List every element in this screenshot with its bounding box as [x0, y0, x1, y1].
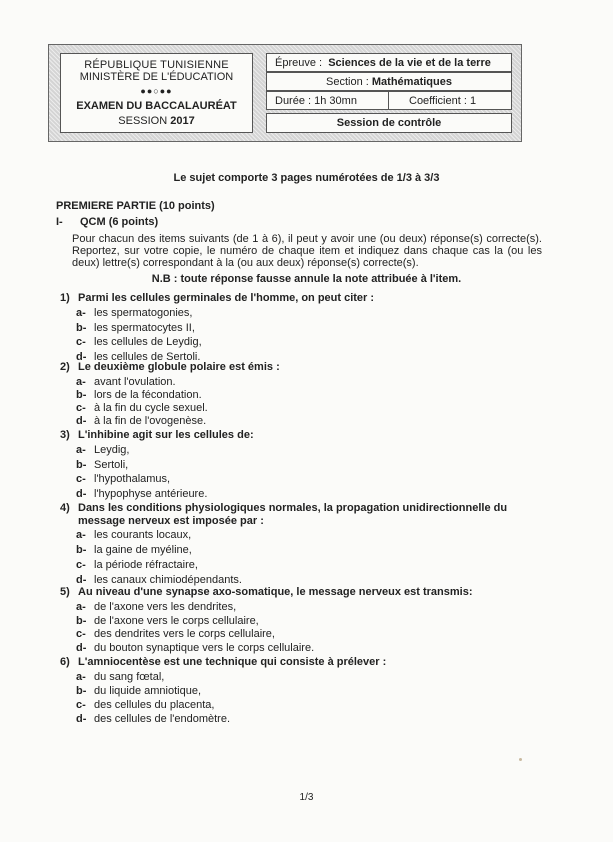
dots-ornament: ●●○●● — [140, 86, 173, 96]
question-number: 1) — [60, 292, 70, 304]
page-number: 1/3 — [299, 792, 314, 803]
option-letter: d- — [76, 713, 87, 725]
option-text: lors de la fécondation. — [94, 389, 202, 401]
option-letter: d- — [76, 350, 87, 363]
option-letter: d- — [76, 487, 87, 500]
option-letter: b- — [76, 389, 87, 401]
option-letter: c- — [76, 559, 86, 571]
question-text: Au niveau d'une synapse axo-somatique, le message nerveux est transmis: — [78, 586, 473, 598]
option-letter: a- — [76, 671, 86, 683]
option-2-a — [76, 376, 176, 388]
coefficient: Coefficient : 1 — [409, 95, 477, 107]
option-text: du bouton synaptique vers le corps cellulaire. — [94, 641, 315, 654]
option-text: les cellules de Leydig, — [94, 336, 202, 348]
nb-note: N.B : toute réponse fausse annule la note attribuée à l'item. — [151, 273, 462, 285]
option-6-a — [76, 671, 164, 683]
option-text: les spermatogonies, — [94, 307, 193, 319]
option-4-d — [76, 574, 242, 586]
option-5-a — [76, 601, 236, 613]
ministry-name: MINISTÈRE DE L'ÉDUCATION — [79, 71, 234, 83]
question-number: 5) — [60, 586, 70, 598]
option-letter: d- — [76, 574, 87, 586]
option-4-b — [76, 544, 192, 556]
option-3-c — [76, 473, 170, 485]
page-count-note: Le sujet comporte 3 pages numérotées de 1/3 à 3/3 — [173, 172, 440, 184]
option-5-b — [76, 615, 259, 627]
option-text: de l'axone vers les dendrites, — [94, 601, 237, 613]
option-6-b — [76, 685, 201, 697]
option-letter: a- — [76, 601, 86, 613]
question-text: Le deuxième globule polaire est émis : — [78, 361, 280, 373]
section-box — [266, 72, 512, 91]
question-text: L'amniocentèse est une technique qui consiste à prélever : — [78, 656, 387, 668]
option-6-c — [76, 699, 214, 711]
option-letter: c- — [76, 628, 86, 640]
scan-speck — [519, 758, 522, 761]
duration-box — [266, 91, 512, 110]
option-letter: c- — [76, 473, 86, 485]
question-text: L'inhibine agit sur les cellules de: — [78, 429, 254, 441]
option-text: les canaux chimiodépendants. — [94, 574, 242, 586]
option-1-b — [76, 322, 195, 334]
option-letter: b- — [76, 685, 87, 697]
option-text: Sertoli, — [94, 458, 129, 471]
republic-name: RÉPUBLIQUE TUNISIENNE — [84, 59, 229, 71]
divider — [388, 92, 389, 109]
question-6 — [60, 656, 550, 669]
session-type: Session de contrôle — [336, 117, 442, 129]
section: Section : Mathématiques — [326, 76, 452, 88]
option-letter: d- — [76, 641, 87, 654]
option-text: les courants locaux, — [94, 529, 192, 541]
option-2-b — [76, 389, 202, 401]
question-number: 2) — [60, 361, 70, 373]
option-letter: b- — [76, 321, 87, 334]
question-2 — [60, 361, 550, 374]
session-year: SESSION 2017 — [118, 115, 195, 127]
option-5-c — [76, 628, 275, 640]
option-letter: b- — [76, 458, 87, 471]
option-text: à la fin du cycle sexuel. — [94, 402, 208, 414]
option-text: l'hypophyse antérieure. — [94, 487, 208, 500]
session-type-box — [266, 113, 512, 133]
option-5-d — [76, 642, 314, 654]
option-text: l'hypothalamus, — [94, 473, 171, 485]
option-text: avant l'ovulation. — [94, 376, 176, 388]
option-text: les cellules de Sertoli. — [94, 350, 201, 363]
epreuve-box — [266, 53, 512, 72]
option-text: du sang fœtal, — [94, 671, 165, 683]
option-letter: a- — [76, 376, 86, 388]
exam-title: EXAMEN DU BACCALAURÉAT — [76, 100, 237, 112]
option-3-a — [76, 444, 129, 456]
question-number: 4) — [60, 502, 70, 514]
option-text: des cellules du placenta, — [94, 699, 215, 711]
option-3-b — [76, 459, 128, 471]
option-2-d — [76, 415, 206, 427]
question-1 — [60, 292, 550, 305]
question-4 — [60, 502, 550, 528]
option-4-a — [76, 529, 191, 541]
option-text: la gaine de myéline, — [94, 544, 192, 556]
option-text: la période réfractaire, — [94, 559, 198, 571]
exam-header — [48, 44, 522, 142]
qcm-title: I- QCM (6 points) — [56, 216, 159, 228]
option-1-c — [76, 336, 202, 348]
option-text: des dendrites vers le corps cellulaire, — [94, 628, 275, 640]
option-1-a — [76, 307, 192, 319]
option-text: les spermatocytes II, — [94, 321, 195, 334]
option-letter: c- — [76, 336, 86, 348]
option-6-d — [76, 713, 230, 725]
option-letter: c- — [76, 699, 86, 711]
question-number: 6) — [60, 656, 70, 668]
option-text: à la fin de l'ovogenèse. — [94, 415, 207, 427]
option-letter: d- — [76, 415, 87, 427]
option-4-c — [76, 559, 198, 571]
question-5 — [60, 586, 550, 599]
option-letter: a- — [76, 307, 86, 319]
epreuve: Épreuve : Sciences de la vie et de la terre — [275, 57, 491, 69]
option-letter: c- — [76, 402, 86, 414]
option-letter: a- — [76, 444, 86, 456]
header-left-box — [60, 53, 253, 133]
option-text: de l'axone vers le corps cellulaire, — [94, 614, 259, 627]
option-3-d — [76, 488, 207, 500]
option-letter: b- — [76, 614, 87, 627]
option-2-c — [76, 402, 208, 414]
question-number: 3) — [60, 429, 70, 441]
instructions: Pour chacun des items suivants (de 1 à 6), il peut y avoir une (ou deux) réponse(s) correcte(s). Reportez, sur votre copie, le numéro de chaque item et indiquez dans chaque cas la (ou les deux) lettre(s) correspondant à la (ou aux deux) réponse(s) correcte(s). — [72, 233, 542, 269]
question-text: Dans les conditions physiologiques normales, la propagation unidirectionnelle du message nerveux est imposée par : — [78, 502, 508, 527]
option-text: des cellules de l'endomètre. — [94, 713, 231, 725]
question-3 — [60, 429, 550, 442]
question-text: Parmi les cellules germinales de l'homme, on peut citer : — [78, 292, 375, 304]
part-title: PREMIERE PARTIE (10 points) — [56, 200, 215, 212]
option-letter: b- — [76, 544, 87, 556]
option-text: du liquide amniotique, — [94, 685, 202, 697]
duration: Durée : 1h 30mn — [275, 95, 357, 107]
option-letter: a- — [76, 529, 86, 541]
option-text: Leydig, — [94, 444, 130, 456]
